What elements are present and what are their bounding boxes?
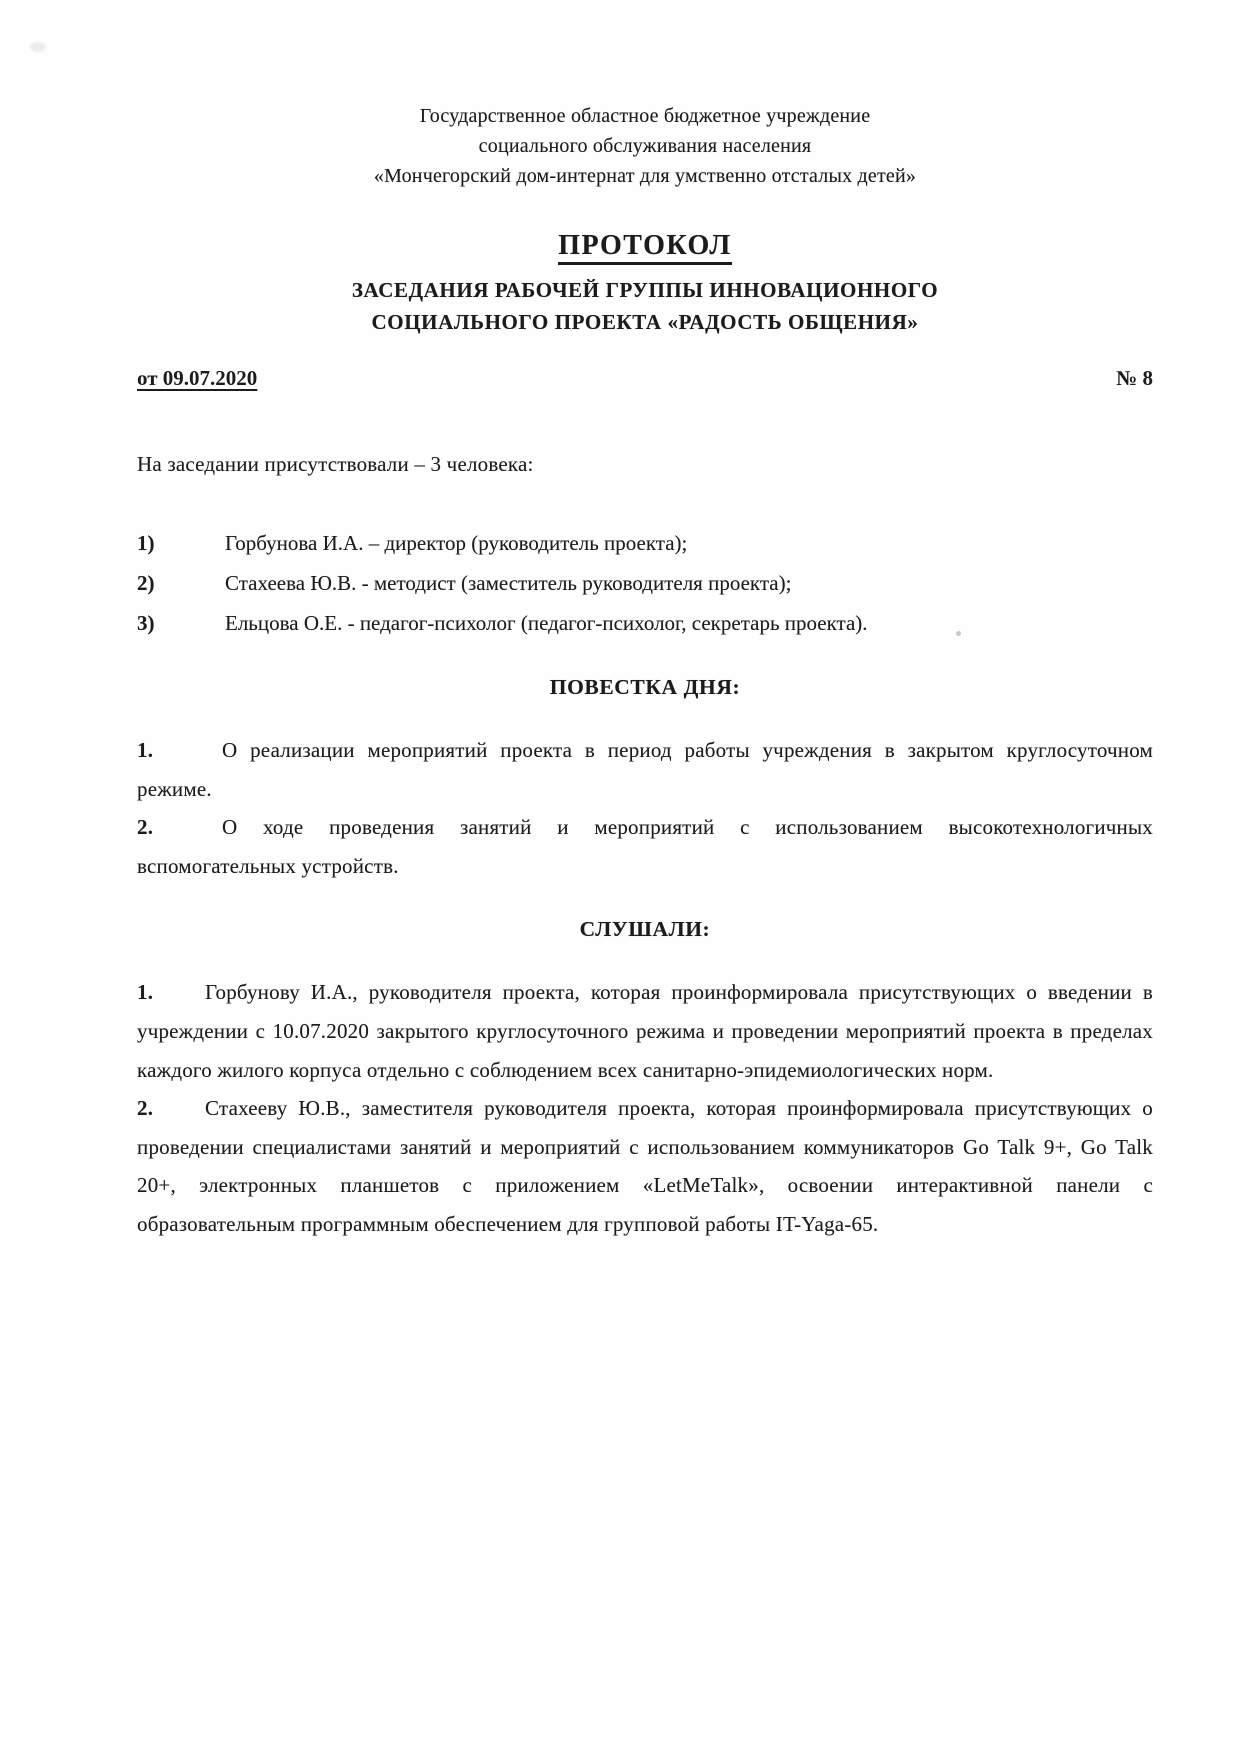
document-date: от 09.07.2020 (137, 366, 258, 390)
heard-item-text: Горбунову И.А., руководителя проекта, которая проинформировала присутствующих о введении в учреждении с 10.07.2020 закрытого круглосуточного режима и проведении мероприятий проекта в пределах каждого жилого корпуса отдельно с соблюдением всех санитарно-эпидемиологических норм. (137, 980, 1153, 1082)
document-meta-row (137, 366, 1153, 391)
document-subtitle-line-2: СОЦИАЛЬНОГО ПРОЕКТА «РАДОСТЬ ОБЩЕНИЯ» (371, 310, 919, 334)
attendee-text: Стахеева Ю.В. - методист (заместитель руководителя проекта); (225, 571, 792, 595)
attendee-number: 2) (137, 571, 155, 595)
org-header (137, 101, 1153, 191)
agenda-item-number: 1. (137, 738, 154, 762)
agenda-heading: ПОВЕСТКА ДНЯ: (549, 675, 741, 699)
org-header-line-2: социального обслуживания населения (478, 135, 812, 157)
org-header-line-1: Государственное областное бюджетное учреждение (419, 105, 871, 127)
org-header-line-3: «Мончегорский дом-интернат для умственно отсталых детей» (373, 165, 917, 187)
attendee-number: 1) (137, 531, 155, 555)
scan-smudge-artifact (30, 42, 46, 52)
document-number: № 8 (1116, 366, 1153, 390)
heard-item (137, 973, 1153, 1089)
attendee-row (137, 603, 1153, 643)
heard-list (137, 973, 1153, 1243)
agenda-item-number: 2. (137, 815, 154, 840)
agenda-item (137, 731, 1153, 808)
heard-heading: СЛУШАЛИ: (579, 917, 711, 942)
attendee-row (137, 563, 1153, 603)
agenda-list (137, 731, 1153, 885)
document-subtitle-block (137, 274, 1153, 338)
scan-speck-artifact (956, 631, 961, 636)
agenda-item (137, 808, 1153, 885)
heard-item-number: 1. (137, 980, 154, 1005)
attendees-intro: На заседании присутствовали – 3 человека: (137, 452, 534, 476)
agenda-item-text: О ходе проведения занятий и мероприятий с использованием высокотехнологичных вспомогательных устройств. (137, 815, 1153, 878)
agenda-item-text: О реализации мероприятий проекта в период работы учреждения в закрытом круглосуточном режиме. (137, 738, 1153, 801)
document-title: ПРОТОКОЛ (558, 231, 731, 265)
document-title-block (137, 231, 1153, 338)
document-subtitle-line-1: ЗАСЕДАНИЯ РАБОЧЕЙ ГРУППЫ ИННОВАЦИОННОГО (351, 278, 939, 302)
attendee-row (137, 523, 1153, 563)
attendee-text: Горбунова И.А. – директор (руководитель проекта); (225, 531, 688, 555)
attendee-number: 3) (137, 611, 155, 635)
heard-item-number: 2. (137, 1096, 154, 1121)
heard-item (137, 1089, 1153, 1243)
attendee-text: Ельцова О.Е. - педагог-психолог (педагог-психолог, секретарь проекта). (225, 611, 868, 635)
attendee-list (137, 523, 1153, 643)
heard-item-text: Стахееву Ю.В., заместителя руководителя проекта, которая проинформировала присутствующих о проведении специалистами занятий и мероприятий с использованием коммуникаторов Go Talk 9+, Go Talk 20+, электронных планшетов с приложением «LetMeTalk», освоении интерактивной панели с образовательным программным обеспечением для групповой работы IT-Yaga-65. (137, 1096, 1153, 1236)
